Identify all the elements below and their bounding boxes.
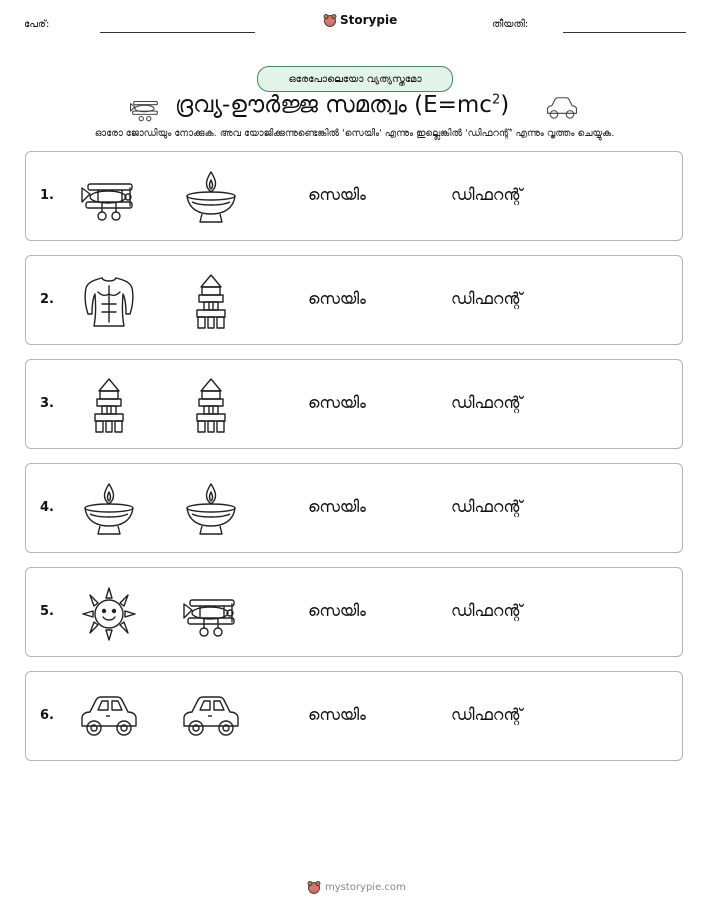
sun-icon [78,586,140,642]
name-label: പേര്: [24,19,50,30]
different-option[interactable]: ഡിഫറന്റ് [451,185,523,204]
same-option[interactable]: സെയിം [308,185,366,204]
question-number: 5. [40,604,54,619]
brand-name: Storypie [340,13,398,27]
same-option[interactable]: സെയിം [308,601,366,620]
date-line [563,32,686,33]
footer-url: mystorypie.com [325,881,406,893]
car-icon [180,690,242,746]
different-option[interactable]: ഡിഫറന്റ് [451,705,523,724]
title-text: ദ്രവ്യ-ഊർജ്ജ സമത്വം (E=mc [175,92,492,118]
oil-lamp-icon [78,482,140,538]
question-row [25,671,683,761]
same-option[interactable]: സെയിം [308,497,366,516]
question-number: 1. [40,188,54,203]
worksheet-type-badge: ഒരേപോലെയോ വ്യത്യസ്തമോ [257,66,453,92]
different-option[interactable]: ഡിഫറന്റ് [451,497,523,516]
block-tower-icon [78,378,140,434]
question-number: 4. [40,500,54,515]
same-option[interactable]: സെയിം [308,289,366,308]
car-icon [545,94,579,124]
car-icon [78,690,140,746]
footer [307,880,406,894]
date-label: തീയതി: [492,19,529,30]
title-closing: ) [500,92,510,118]
airplane-icon [180,586,242,642]
torso-icon [78,274,140,330]
question-row [25,463,683,553]
different-option[interactable]: ഡിഫറന്റ് [451,289,523,308]
instructions: ഓരോ ജോഡിയും നോക്കുക. അവ യോജിക്കുന്നുണ്ടെങ്കിൽ 'സെയിം' എന്നും ഇല്ലെങ്കിൽ 'ഡിഫറന്റ്' എന്നും വൃത്തം ചെയ്യുക. [94,128,615,139]
storypie-bear-icon [323,13,337,27]
storypie-bear-icon [307,880,321,894]
worksheet-header [0,0,709,50]
question-number: 3. [40,396,54,411]
same-option[interactable]: സെയിം [308,705,366,724]
title-row [0,92,709,124]
question-row [25,255,683,345]
question-number: 2. [40,292,54,307]
different-option[interactable]: ഡിഫറന്റ് [451,393,523,412]
airplane-icon [128,94,162,124]
same-option[interactable]: സെയിം [308,393,366,412]
block-tower-icon [180,274,242,330]
different-option[interactable]: ഡിഫറന്റ് [451,601,523,620]
airplane-icon [78,170,140,226]
title-superscript: 2 [491,92,501,108]
block-tower-icon [180,378,242,434]
brand-logo [323,13,397,27]
question-row [25,151,683,241]
question-row [25,567,683,657]
oil-lamp-icon [180,482,242,538]
name-line [100,32,255,33]
question-row [25,359,683,449]
page-title [175,92,509,118]
oil-lamp-icon [180,170,242,226]
question-number: 6. [40,708,54,723]
